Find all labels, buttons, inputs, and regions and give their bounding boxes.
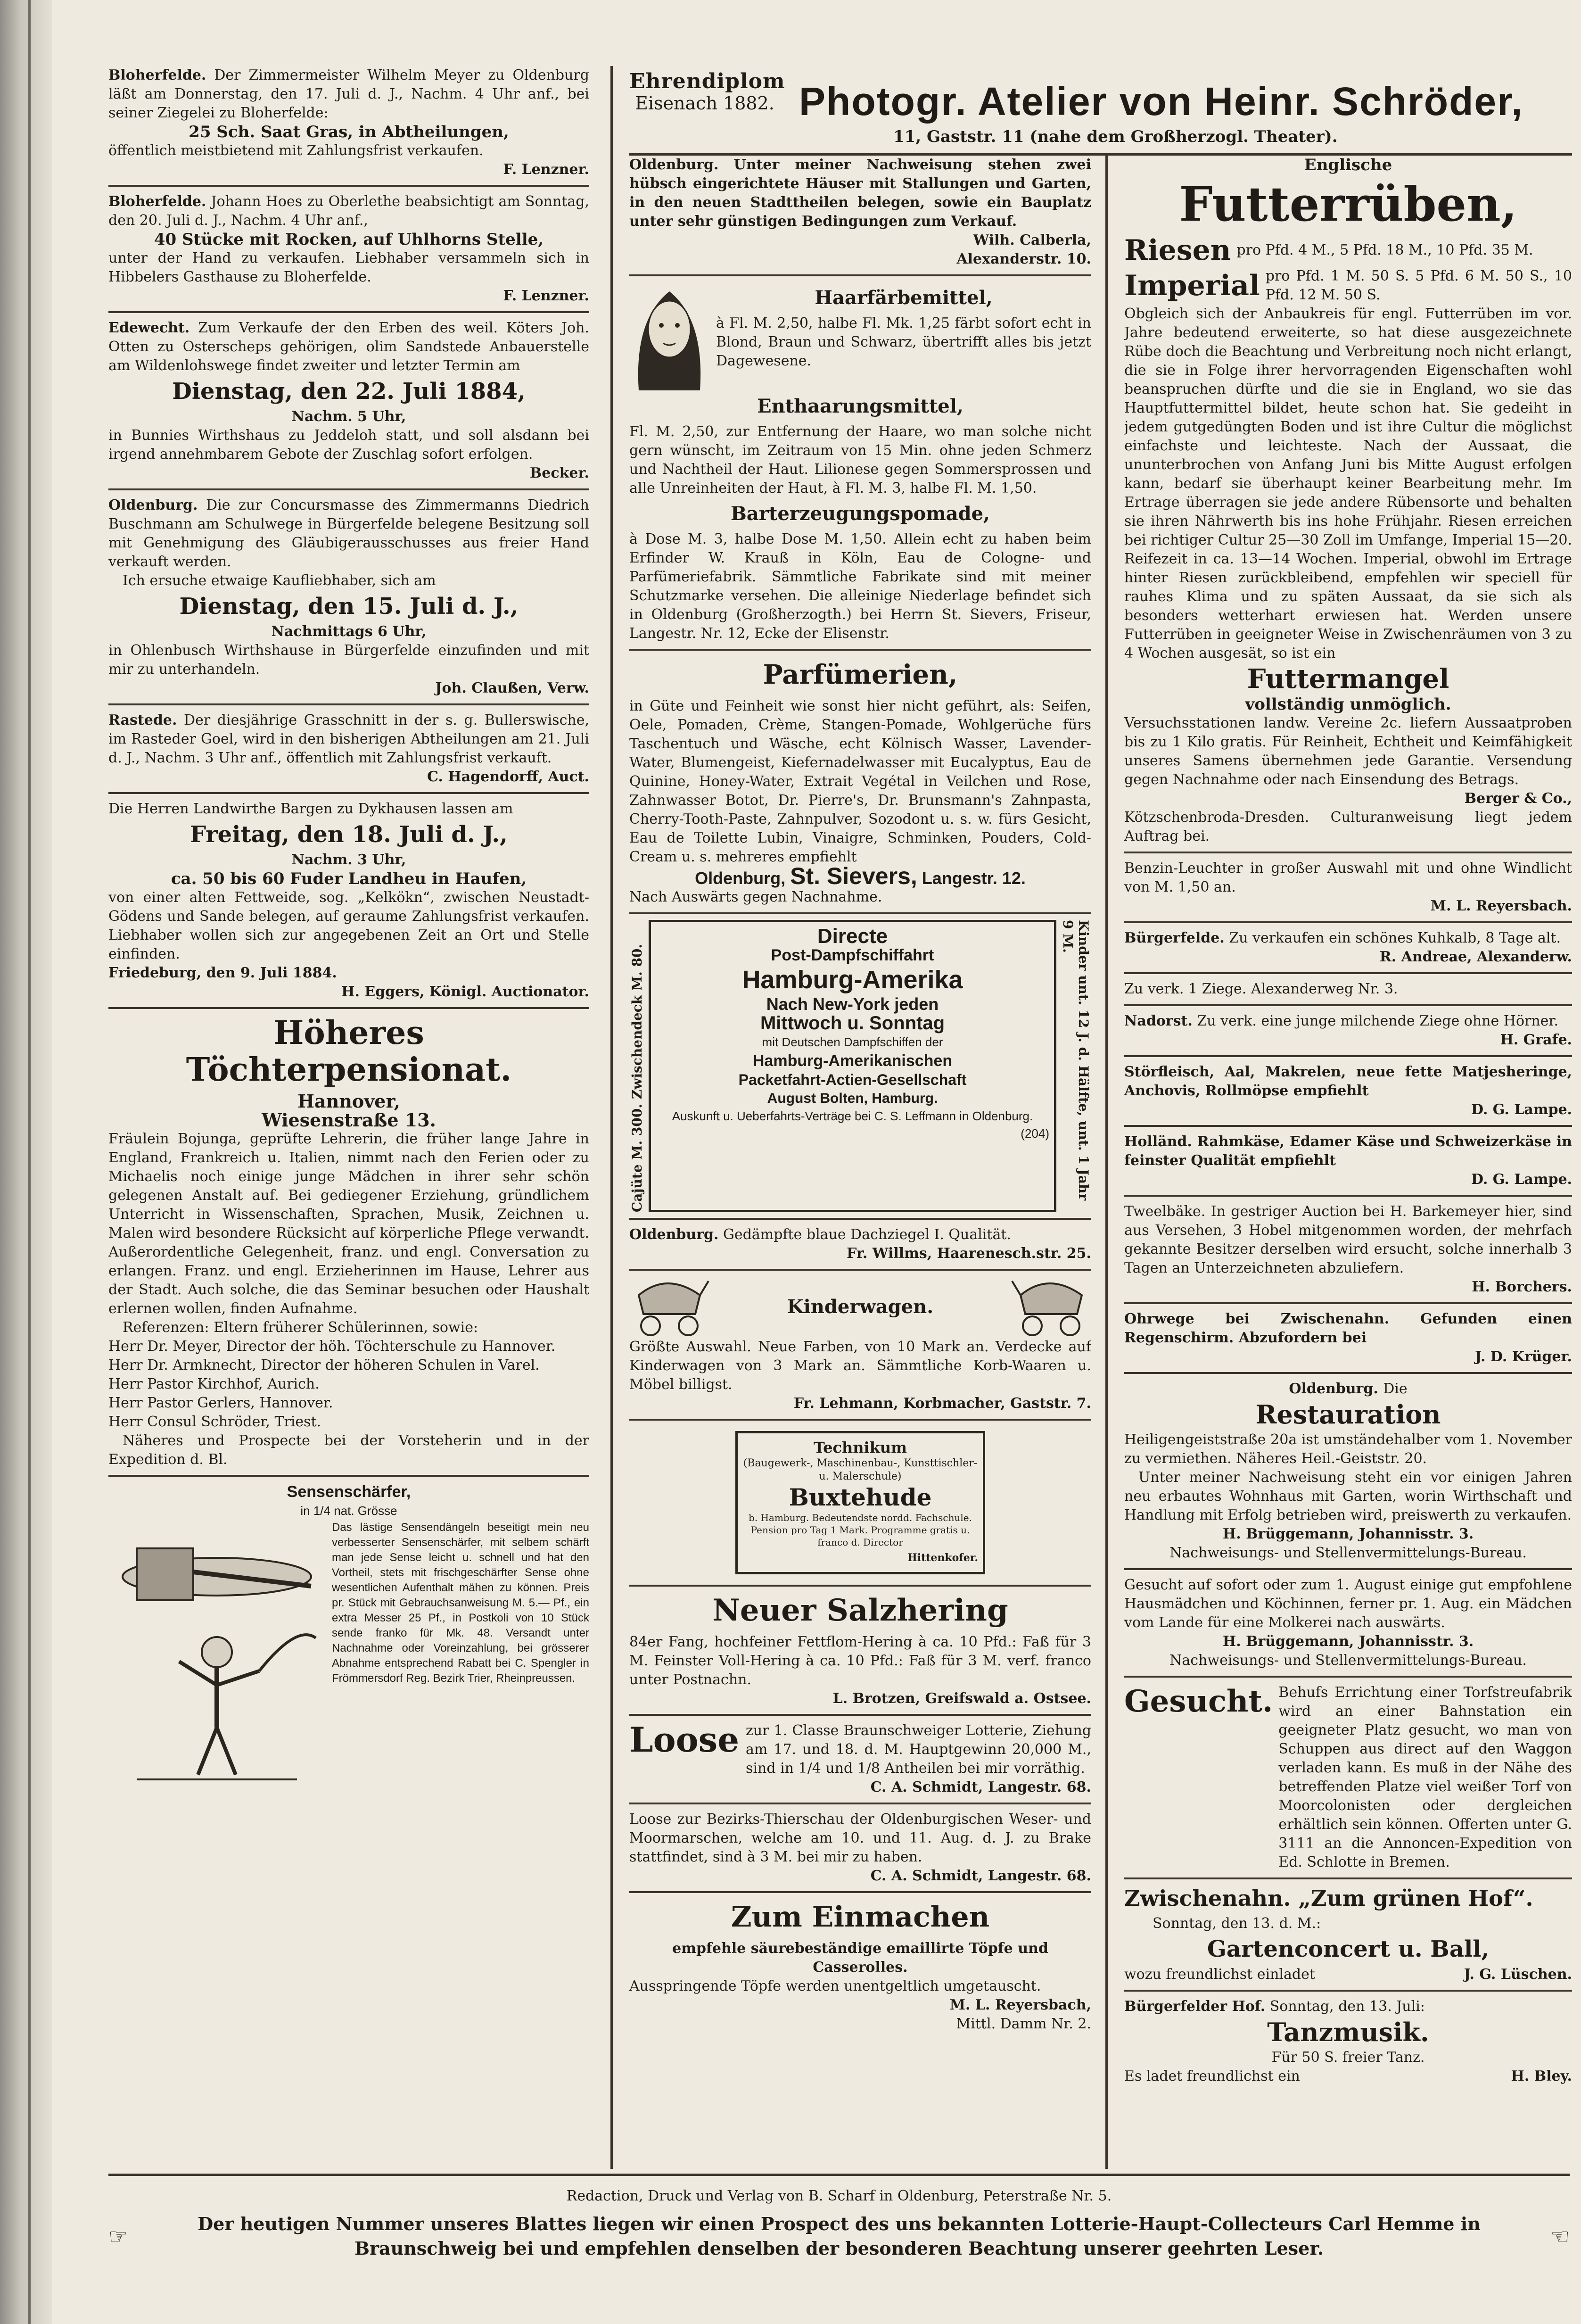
ad-text: à Fl. M. 2,50, halbe Fl. Mk. 1,25 färbt sofort echt in Blond, Braun und Schwarz, übertrifft alles bis jetzt Dagewesene. <box>716 315 1091 369</box>
ad-benzin-leuchter <box>1124 859 1572 916</box>
divider <box>1124 1568 1572 1570</box>
ad-text: Zum Verkaufe der den Erben des weil. Köters Joh. Otten zu Osterscheps gehörigen, olim Sandstede Anbauerstelle am Wildenlohswege findet zweiter und letzter Termin am <box>108 320 589 374</box>
ad-parfuemerien <box>629 656 1091 907</box>
ad-sensenschaerfer <box>108 1482 589 1784</box>
divider <box>1124 1195 1572 1197</box>
ad-ref: Herr Pastor Gerlers, Hannover. <box>108 1395 333 1411</box>
ad-signature: C. Hagendorff, Auct. <box>427 769 589 785</box>
ad-date: Sonntag, den 13. Juli: <box>1269 1998 1425 2015</box>
ad-signature: J. G. Lüschen. <box>1464 1966 1572 1983</box>
divider <box>629 649 1091 651</box>
ad-sig-addr: Langestr. 12. <box>922 868 1026 888</box>
ad-stoerfleisch <box>1124 1063 1572 1119</box>
divider <box>108 488 589 490</box>
ad-signature: M. L. Reyersbach, <box>949 1997 1091 2013</box>
ad-tail: von einer alten Fettweide, sog. „Kelkökn“, zwischen Neustadt-Gödens und Sande belegen, auf geraume Zahlungsfrist verkaufen. Liebhaber wollen sich zur angegebenen Zeit an Ort und Stelle einfinden. <box>108 889 589 962</box>
ad-sig-place: Oldenburg, <box>695 868 786 888</box>
pram-illustration-left <box>629 1276 709 1338</box>
woman-portrait-illustration <box>629 282 709 390</box>
ad-head: Bürgerfelde. <box>1124 930 1225 946</box>
ad-line-10: Auskunft u. Ueberfahrts-Verträge bei C. S. Leffmann in Oldenburg. <box>672 1109 1033 1123</box>
middle-column <box>629 156 1091 2254</box>
ad-title: Kinderwagen. <box>787 1296 934 1318</box>
ad-title-2: Futtermangel <box>1247 663 1449 695</box>
ad-signature: Fr. Willms, Haarenesch.str. 25. <box>847 1245 1091 1262</box>
ad-signature-2: Alexanderstr. 10. <box>956 251 1091 267</box>
ad-subtitle: in 1/4 nat. Grösse <box>300 1504 397 1518</box>
ad-text: Benzin-Leuchter in großer Auswahl mit und ohne Windlicht von M. 1,50 an. <box>1124 860 1572 895</box>
atelier-address: 11, Gaststr. 11 (nahe dem Großherzogl. Theater). <box>893 127 1338 146</box>
ad-number: (204) <box>1021 1126 1049 1141</box>
ad-place: Friedeburg, den 9. Juli 1884. <box>108 965 337 981</box>
diplom-place: Eisenach 1882. <box>635 93 774 114</box>
ad-text: Zu verkaufen ein schönes Kuhkalb, 8 Tage alt. <box>1229 930 1561 946</box>
ad-line-2: Post-Dampfschiffahrt <box>771 946 934 964</box>
ad-tail: unter der Hand zu verkaufen. Liebhaber versammeln sich in Hibbelers Gasthause zu Bloherfelde. <box>108 250 589 285</box>
diplom-label <box>629 69 785 114</box>
ad-line-3: Buxtehude <box>789 1483 932 1511</box>
divider <box>629 912 1091 914</box>
ad-text: Das lästige Sensendängeln beseitigt mein neu verbesserter Sensenschärfer, mit selbem schärft man jede Sense leicht u. schnell und hat den Vortheil, stets mit frischgeschärfter Sense ohne wesentlichen Aufenthalt mähen zu können. Preis pr. Stück mit Gebrauchsanweisung M. 5.— Pf., ein extra Messer 25 Pf., in Postkoli von 10 Stück sende franko für Mk. 48. Versandt unter Nachnahme oder Voreinzahlung, bei grösserer Abnahme entsprechend Rabatt bei C. Spengler in Frömmersdorf Reg. Bezirk Trier, Rheinpreussen. <box>332 1521 589 1685</box>
ad-title: Tanzmusik. <box>1267 2017 1429 2047</box>
ad-text: Der diesjährige Grasschnitt in der s. g. Bullerswische, im Rasteder Goel, wird in den bisherigen Abtheilungen am 21. Juli d. J., Nachm. 3 Uhr anf., öffentlich mit Zahlungsfrist verkauft. <box>108 712 589 766</box>
pointing-hand-left-icon: ☜ <box>1550 2224 1570 2249</box>
ad-side-left: Cajüte M. 300. Zwischendeck M. 80. <box>629 943 645 1212</box>
ad-bloherfelde-johann-hoes <box>108 192 589 306</box>
imprint: Redaction, Druck und Verlag von B. Scharf in Oldenburg, Peterstraße Nr. 5. <box>566 2188 1112 2204</box>
divider <box>629 1714 1091 1716</box>
ad-date: Dienstag, den 15. Juli d. J., <box>179 593 519 620</box>
ad-text: Größte Auswahl. Neue Farben, von 10 Mark an. Verdecke auf Kinderwagen von 3 Mark an. Sämmtliche Korb-Waaren u. Möbel billigst. <box>629 1339 1091 1393</box>
ad-line-5: Mittwoch u. Sonntag <box>760 1013 945 1034</box>
ad-title: Restauration <box>1255 1399 1441 1430</box>
ad-line-1: Technikum <box>814 1439 907 1456</box>
ad-subtitle-2: vollständig unmöglich. <box>1245 695 1451 714</box>
ad-toechterpensionat <box>108 1015 589 1469</box>
ad-text: 84er Fang, hochfeiner Fettflom-Hering à ca. 10 Pfd.: Faß für 3 M. Feinster Voll-Hering à ca. 10 Pfd.: Faß für 3 M. verf. franco unter Postnachn. <box>629 1634 1091 1688</box>
ad-event: Gartenconcert u. Ball, <box>1207 1936 1490 1962</box>
ad-text: Fräulein Bojunga, geprüfte Lehrerin, die früher lange Jahre in England, Frankreich u. Italien, nimmt nach den Ferien oder zu Michaelis noch einige junge Mädchen in ihrer sehr schön gelegenen Anstalt auf. Bei gediegener Erziehung, gründlichem Unterricht in Wissenschaften, Sprachen, Musik, Zeichnen u. Malen wird besondere Rücksicht auf körperliche Pflege verwandt. Außerordentliche Gelegenheit, franz. und engl. Conversation zu erlangen. Franz. und engl. Erzieherinnen im Hause, Lehrer aus der Stadt. Auch solche, die das Seminar besuchen oder Haushalt erlernen wollen, finden Aufnahme. <box>108 1131 589 1317</box>
atelier-header <box>629 66 1572 156</box>
ad-line-4: b. Hamburg. Bedeutendste nordd. Fachschule. Pension pro Tag 1 Mark. Programme gratis u. franco d. Director <box>749 1512 972 1548</box>
ad-line-2: (Baugewerk-, Maschinenbau-, Kunsttischler- u. Malerschule) <box>743 1457 978 1482</box>
ad-head: Rastede. <box>108 712 177 728</box>
binding-line <box>28 0 31 2324</box>
ad-tail: in Ohlenbusch Wirthshause in Bürgerfelde einzufinden und mit mir zu unterhandeln. <box>108 642 589 678</box>
ad-gesucht-torfstreu <box>1124 1683 1572 1872</box>
divider <box>629 274 1091 276</box>
divider <box>1124 1372 1572 1374</box>
divider <box>629 1218 1091 1220</box>
divider <box>1124 1676 1572 1678</box>
ad-riesen: Riesen <box>1124 234 1231 267</box>
ad-signature: R. Andreae, Alexanderw. <box>1379 949 1572 965</box>
ad-title: Neuer Salzhering <box>712 1593 1008 1628</box>
ad-gesucht-hausmaedchen <box>1124 1576 1572 1670</box>
divider <box>108 311 589 313</box>
ad-ref: Herr Pastor Kirchhof, Aurich. <box>108 1376 320 1392</box>
ad-text: Störfleisch, Aal, Makrelen, neue fette Matjesheringe, Anchovis, Rollmöpse empfiehlt <box>1124 1064 1572 1099</box>
ad-salzhering <box>629 1592 1091 1708</box>
ad-city: Hannover, <box>297 1091 400 1112</box>
ad-head: Bloherfelde. <box>108 67 206 83</box>
ad-ref: Herr Dr. Meyer, Director der höh. Töchterschule zu Hannover. <box>108 1338 556 1355</box>
ad-line-3: Hamburg-Amerika <box>742 966 963 994</box>
divider <box>629 1585 1091 1587</box>
ad-title-2: Enthaarungsmittel, <box>757 395 963 417</box>
ad-text: Obgleich sich der Anbaukreis für engl. Futterrüben im vor. Jahre bedeutend erweiterte, so hat diese ausgezeichnete Rübe doch die Beachtung und Verbreitung noch nicht erlangt, die sie in Folge ihrer hervorragenden Eigenschaften wohl beanspruchen dürfte und die sie in England, wo sie das Hauptfuttermittel bildet, heute schon hat. Sie gedeiht in jedem gutgedüngten Boden und ist ihre Cultur die möglichst einfachste und leichteste. Nach der Aussaat, die ununterbrochen von Anfang Juni bis Mitte August erfolgen kann, bedarf sie überhaupt keiner Bearbeitung mehr. Im Ertrage überragen sie jede andere Rübensorte und behalten sie ihren Nährwerth bis ins hohe Frühjahr. Riesen erreichen bei richtiger Cultur 25—30 Zoll im Umfange, Imperial 15—20. Reifezeit in ca. 13—14 Wochen. Imperial, obwohl im Ertrage hinter Riesen zurückbleibend, empfehlen wir speciell für rauhes Klima und zu späten Aussaat, da sie sich als besonders wetterhart erwiesen hat. Werden unsere Futterrüben in geeigneter Weise in Zwischenräumen von 3 zu 4 Wochen ausgesät, so ist ein <box>1124 306 1572 662</box>
divider <box>108 1475 589 1477</box>
ad-signature: Berger & Co., <box>1464 790 1572 807</box>
divider <box>1124 972 1572 974</box>
ad-tail: wozu freundlichst einladet <box>1124 1966 1315 1983</box>
ad-nadorst-ziege <box>1124 1012 1572 1050</box>
ad-text: Für 50 S. freier Tanz. <box>1271 2049 1425 2066</box>
ad-side-right: Kinder unt. 12 J. d. Hälfte, unt. 1 Jahr 9 M. <box>1060 920 1091 1201</box>
ad-title: Loose <box>629 1720 740 1760</box>
ad-kuhkalb <box>1124 929 1572 967</box>
ad-head: Bürgerfelder Hof. <box>1124 1998 1266 2015</box>
divider <box>1124 921 1572 923</box>
ad-signature: Becker. <box>529 465 589 481</box>
ad-head: Oldenburg. <box>1289 1381 1378 1397</box>
ad-tail: Nach Auswärts gegen Nachnahme. <box>629 889 882 905</box>
divider <box>629 1891 1091 1893</box>
ad-refs-intro: Referenzen: Eltern früherer Schülerinnen, sowie: <box>123 1319 478 1336</box>
left-column <box>108 66 589 2164</box>
ad-title: Zwischenahn. „Zum grünen Hof“. <box>1124 1886 1533 1911</box>
ad-date: Dienstag, den 22. Juli 1884, <box>172 378 526 405</box>
ad-signature-2: Nachweisungs- und Stellenvermittelungs-Bureau. <box>1169 1545 1527 1561</box>
ad-buergerfelder-hof <box>1124 1997 1572 2086</box>
ad-text: Ohrwege bei Zwischenahn. Gefunden einen Regenschirm. Abzufordern bei <box>1124 1311 1572 1346</box>
divider <box>108 1007 589 1009</box>
ad-text: Zu verk. eine junge milchende Ziege ohne Hörner. <box>1197 1013 1559 1029</box>
ad-hamburg-amerika <box>629 920 1091 1212</box>
ad-zum-einmachen <box>629 1899 1091 2034</box>
ad-signature-2: Mittl. Damm Nr. 2. <box>956 2016 1091 2032</box>
ad-text: Der Zimmermeister Wilhelm Meyer zu Oldenburg läßt am Donnerstag, den 17. Juli d. J., Nachm. 4 Uhr anf., bei seiner Ziegelei zu Bloherfelde: <box>108 67 589 121</box>
ad-futterrueben <box>1124 156 1572 846</box>
pram-illustration-right <box>1011 1276 1091 1338</box>
ad-signature: Fr. Lehmann, Korbmacher, Gaststr. 7. <box>793 1395 1091 1412</box>
ad-zum-gruenen-hof <box>1124 1885 1572 1984</box>
ad-ref: Herr Consul Schröder, Triest. <box>108 1414 321 1430</box>
ad-tail: in Bunnies Wirthshaus zu Jeddeloh statt, und soll alsdann bei irgend annehmbarem Gebote der Zuschlag sofort erfolgen. <box>108 427 589 463</box>
ad-signature: H. Brüggemann, Johannisstr. 3. <box>1222 1633 1474 1650</box>
ad-line-8: Packetfahrt-Actien-Gesellschaft <box>738 1071 967 1088</box>
ad-head: Edewecht. <box>108 320 190 336</box>
ad-time: Nachm. 3 Uhr, <box>291 852 406 868</box>
ad-text: Die zur Concursmasse des Zimmermanns Diedrich Buschmann am Schulwege in Bürgerfelde belegene Besitzung soll mit Genehmigung des Gläubigerausschusses aus freier Hand verkauft werden. <box>108 497 589 570</box>
ad-tail: Näheres und Prospecte bei der Vorsteherin und in der Expedition d. Bl. <box>108 1432 589 1468</box>
column-rule-right <box>1105 156 1108 2169</box>
ad-head: Bloherfelde. <box>108 193 206 210</box>
ad-title-3: Barterzeugungspomade, <box>731 503 990 525</box>
divider <box>108 792 589 794</box>
right-column <box>1124 156 1572 2254</box>
diplom-title: Ehrendiplom <box>629 69 785 93</box>
ad-text: Gedämpfte blaue Dachziegel I. Qualität. <box>723 1226 1011 1243</box>
ad-bloherfelde-wilhelm-meyer <box>108 66 589 179</box>
ad-date: Sonntag, den 13. d. M.: <box>1153 1915 1321 1932</box>
ad-signature: F. Lenzner. <box>503 161 589 178</box>
ad-signature-2: Kötzschenbroda-Dresden. Culturanweisung liegt jedem Auftrag bei. <box>1124 809 1572 844</box>
ad-text-2: Fl. M. 2,50, zur Entfernung der Haare, wo man solche nicht gern wünscht, im Zeitraum von 15 Min. ohne jeden Schmerz und Nachtheil der Haut. Lilionese gegen Sommersprossen und alle Unreinheiten der Haut, à Fl. M. 3, halbe Fl. M. 1,50. <box>629 423 1091 496</box>
divider <box>629 1269 1091 1271</box>
divider <box>1124 1004 1572 1006</box>
ad-text: Unter meiner Nachweisung stehen zwei hübsch eingerichtete Häuser mit Stallungen und Garten, in den neuen Stadttheilen belegen, sowie ein Bauplatz unter sehr günstigen Bedingungen zum Verkauf. <box>629 157 1091 230</box>
ad-title: Sensenschärfer, <box>287 1483 411 1501</box>
ad-text-3: à Dose M. 3, halbe Dose M. 1,50. Allein echt zu haben beim Erfinder W. Krauß in Köln, Eau de Cologne- und Parfümeriefabrik. Sämmtliche Fabrikate sind mit meiner Schutzmarke versehen. Die alleinige Niederlage befindet sich in Oldenburg (Großherzogth.) bei Herrn St. Sievers, Friseur, Langestr. Nr. 12, Ecke der Elisenstr. <box>629 531 1091 642</box>
ad-dachziegel <box>629 1225 1091 1263</box>
ad-text: Johann Hoes zu Oberlethe beabsichtigt am Sonntag, den 20. Juli d. J., Nachm. 4 Uhr anf., <box>108 193 589 229</box>
ad-loose-braunschweig <box>629 1721 1091 1797</box>
divider <box>108 185 589 187</box>
ad-signature-2: Nachweisungs- und Stellenvermittelungs-Bureau. <box>1169 1652 1527 1669</box>
ad-head-2: Die <box>1383 1381 1408 1397</box>
ad-text-2: Ich ersuche etwaige Kaufliebhaber, sich am <box>123 572 436 589</box>
ad-ohrwege <box>1124 1310 1572 1366</box>
ad-text: Die Herren Landwirthe Bargen zu Dykhausen lassen am <box>108 801 513 817</box>
ad-text: Tweelbäke. In gestriger Auction bei H. Barkemeyer hier, sind aus Versehen, 3 Hobel mitgenommen worden, der mehrfach gekannte Besitzer derselben wird ersucht, solche innerhalb 3 Tagen an Unterzeichneten abzuliefern. <box>1124 1203 1572 1276</box>
ad-technikum-buxtehude <box>629 1426 1091 1579</box>
ad-head: Oldenburg. <box>629 1226 719 1243</box>
divider <box>629 1419 1091 1421</box>
ad-imperial-price: pro Pfd. 1 M. 50 S. 5 Pfd. 6 M. 50 S., 10 Pfd. 12 M. 50 S. <box>1265 268 1572 303</box>
ad-text: empfehle säurebeständige emaillirte Töpfe und Casserolles. <box>672 1940 1048 1976</box>
ad-signature: H. Grafe. <box>1500 1032 1572 1048</box>
ad-line-4: Nach New-York jeden <box>766 994 939 1014</box>
ad-time: Nachm. 5 Uhr, <box>291 408 406 425</box>
ad-edewecht <box>108 319 589 483</box>
ad-ref: Herr Dr. Armknecht, Director der höheren Schulen in Varel. <box>108 1357 540 1373</box>
ad-pre: Englische <box>1304 156 1392 174</box>
ad-item: 40 Stücke mit Rocken, auf Uhlhorns Stelle, <box>154 230 544 249</box>
ad-sig-name: St. Sievers, <box>790 863 917 889</box>
ad-ziege <box>1124 980 1572 999</box>
ad-signature: D. G. Lampe. <box>1471 1101 1572 1118</box>
ad-text: Zu verk. 1 Ziege. Alexanderweg Nr. 3. <box>1124 981 1398 997</box>
ad-title: Futterrüben, <box>1179 176 1517 232</box>
ad-title: Parfümerien, <box>763 659 958 690</box>
atelier-title: Photogr. Atelier von Heinr. Schröder, <box>799 79 1523 124</box>
ad-text-2: Versuchsstationen landw. Vereine 2c. liefern Aussaatproben bis zu 1 Kilo gratis. Für Reinheit, Echtheit und Keimfähigkeit unseres Samens übernehmen jede Garantie. Versendung gegen Nachnahme oder nach Einsendung des Betrags. <box>1124 715 1572 788</box>
divider <box>1124 852 1572 853</box>
ad-signature: C. A. Schmidt, Langestr. 68. <box>870 1868 1091 1884</box>
ad-text: Loose zur Bezirks-Thierschau der Oldenburgischen Weser- und Moormarschen, welche am 10. und 11. Aug. d. J. zu Brake stattfindet, sind à 3 M. bei mir zu haben. <box>629 1811 1091 1865</box>
ad-kinderwagen <box>629 1276 1091 1413</box>
ad-riesen-price: pro Pfd. 4 M., 5 Pfd. 18 M., 10 Pfd. 35 M. <box>1236 242 1533 258</box>
divider <box>1124 1302 1572 1304</box>
prospect-notice: Der heutigen Nummer unseres Blattes liegen wir einen Prospect des uns bekannten Lotterie-Haupt-Collecteurs Carl Hemme in Braunschweig bei und empfehlen denselben der besonderen Beachtung unserer geehrten Leser. <box>198 2213 1481 2259</box>
ad-text: zur 1. Classe Braunschweiger Lotterie, Ziehung am 17. und 18. d. M. Hauptgewinn 20,000 M., sind in 1/4 und 1/8 Antheilen bei mir vorräthig. <box>746 1722 1091 1777</box>
ad-date: Freitag, den 18. Juli d. J., <box>190 821 508 848</box>
divider <box>108 703 589 705</box>
ad-loose-thierschau <box>629 1810 1091 1886</box>
scythe-sharpener-illustration <box>108 1520 325 1784</box>
ad-signature: H. Bley. <box>1511 2068 1572 2084</box>
ad-bargen-dykhausen <box>108 800 589 1001</box>
ad-time: Nachmittags 6 Uhr, <box>271 623 427 640</box>
ad-signature: D. G. Lampe. <box>1471 1171 1572 1188</box>
divider <box>1124 1055 1572 1057</box>
divider <box>1124 1877 1572 1879</box>
ad-line-9: August Bolten, Hamburg. <box>767 1091 938 1106</box>
ad-oldenburg-calberla <box>629 156 1091 269</box>
ad-signature: Joh. Claußen, Verw. <box>435 680 589 696</box>
pointing-hand-right-icon: ☞ <box>108 2224 128 2249</box>
ad-signature: F. Lenzner. <box>503 288 589 304</box>
ad-line-7: Hamburg-Amerikanischen <box>752 1052 953 1070</box>
ad-line-1: Directe <box>817 925 888 948</box>
ad-head: Oldenburg. <box>629 157 719 173</box>
ad-text: in Güte und Feinheit wie sonst hier nicht geführt, als: Seifen, Oele, Pomaden, Crème, Stangen-Pomade, Wohlgerüche fürs Taschentuch und Wäsche, echt Kölnisch Wasser, Lavender-Water, Blumengeist, Kiefernadelwasser mit Eucalyptus, Eau de Quinine, Honey-Water, Extrait Vegétal in Veilchen und Rose, Zahnwasser Botot, Dr. Pierre's, Dr. Brunsmann's Zahnpasta, Cherry-Tooth-Paste, Zahnpulver, Sozodont u. s. w. fürs Gesicht, Eau de Toilette Lubin, Vinaigre, Schminken, Pouders, Cold-Cream u. s. mehreres empfiehlt <box>629 698 1091 865</box>
ad-text: Behufs Errichtung einer Torfstreufabrik wird an einer Bahnstation ein geeigneter Platz gesucht, wo man von Schuppen aus direct auf den Waggon verladen kann. Es muß in der Nähe des betreffenden Platze viel weißer Torf von Moorcolonisten oder dergleichen erhältlich sein können. Offerten unter G. 3111 an die Annoncen-Expedition von Ed. Schlotte in Bremen. <box>1278 1684 1572 1870</box>
ad-text-2: Ausspringende Töpfe werden unentgeltlich umgetauscht. <box>629 1978 1041 1994</box>
ad-rastede <box>108 711 589 786</box>
divider <box>1124 1125 1572 1127</box>
ad-restauration <box>1124 1380 1572 1563</box>
ad-title: Zum Einmachen <box>731 1901 990 1934</box>
divider <box>629 1803 1091 1804</box>
ad-imperial: Imperial <box>1124 269 1260 302</box>
ad-text: Holländ. Rahmkäse, Edamer Käse und Schweizerkäse in feinster Qualität empfiehlt <box>1124 1133 1572 1169</box>
ad-street: Wiesenstraße 13. <box>262 1109 436 1131</box>
ad-title: Gesucht. <box>1124 1684 1273 1719</box>
ad-signature: H. Borchers. <box>1472 1279 1572 1295</box>
ad-line-5: Hittenkofer. <box>907 1552 978 1564</box>
column-rule-left <box>610 66 613 2169</box>
ad-signature: H. Brüggemann, Johannisstr. 3. <box>1222 1526 1474 1542</box>
ad-title: Höheres Töchterpensionat. <box>186 1014 512 1089</box>
ad-signature: J. D. Krüger. <box>1475 1348 1572 1365</box>
ad-signature: H. Eggers, Königl. Auctionator. <box>341 984 589 1000</box>
ad-tweelbaeke <box>1124 1202 1572 1297</box>
ad-signature: L. Brotzen, Greifswald a. Ostsee. <box>832 1690 1091 1707</box>
ad-text: Gesucht auf sofort oder zum 1. August einige gut empfohlene Hausmädchen und Köchinnen, ferner pr. 1. Aug. ein Mädchen vom Lande für eine Molkerei nach auswärts. <box>1124 1577 1572 1631</box>
ad-signature: Wilh. Calberla, <box>973 232 1091 248</box>
divider <box>1124 1990 1572 1992</box>
ad-title: Haarfärbemittel, <box>815 287 993 309</box>
ad-haarfaerbemittel <box>629 282 1091 643</box>
ad-head: Oldenburg. <box>108 497 198 513</box>
ad-signature: M. L. Reyersbach. <box>1430 898 1572 914</box>
ad-item: ca. 50 bis 60 Fuder Landheu in Haufen, <box>171 869 527 888</box>
ad-line-6: mit Deutschen Dampfschiffen der <box>762 1035 943 1049</box>
ad-oldenburg-concursmasse <box>108 496 589 698</box>
ad-head: Nadorst. <box>1124 1013 1193 1029</box>
ad-tail: öffentlich meistbietend mit Zahlungsfrist verkaufen. <box>108 142 484 159</box>
ad-kaese <box>1124 1133 1572 1189</box>
page-footer <box>108 2188 1570 2261</box>
ad-tail: Es ladet freundlichst ein <box>1124 2068 1300 2084</box>
ad-text-2: Unter meiner Nachweisung steht ein vor einigen Jahren neu erbautes Wohnhaus mit Garten, worin Wirthschaft und Handlung mit Erfolg betrieben wird, preiswerth zu verkaufen. <box>1124 1469 1572 1523</box>
ad-item: 25 Sch. Saat Gras, in Abtheilungen, <box>189 123 509 141</box>
ad-signature: C. A. Schmidt, Langestr. 68. <box>870 1779 1091 1795</box>
ad-text: Heiligengeiststraße 20a ist umständehalber vom 1. November zu vermiethen. Näheres Heil.-Geiststr. 20. <box>1124 1431 1572 1467</box>
binding-edge <box>0 0 52 2324</box>
